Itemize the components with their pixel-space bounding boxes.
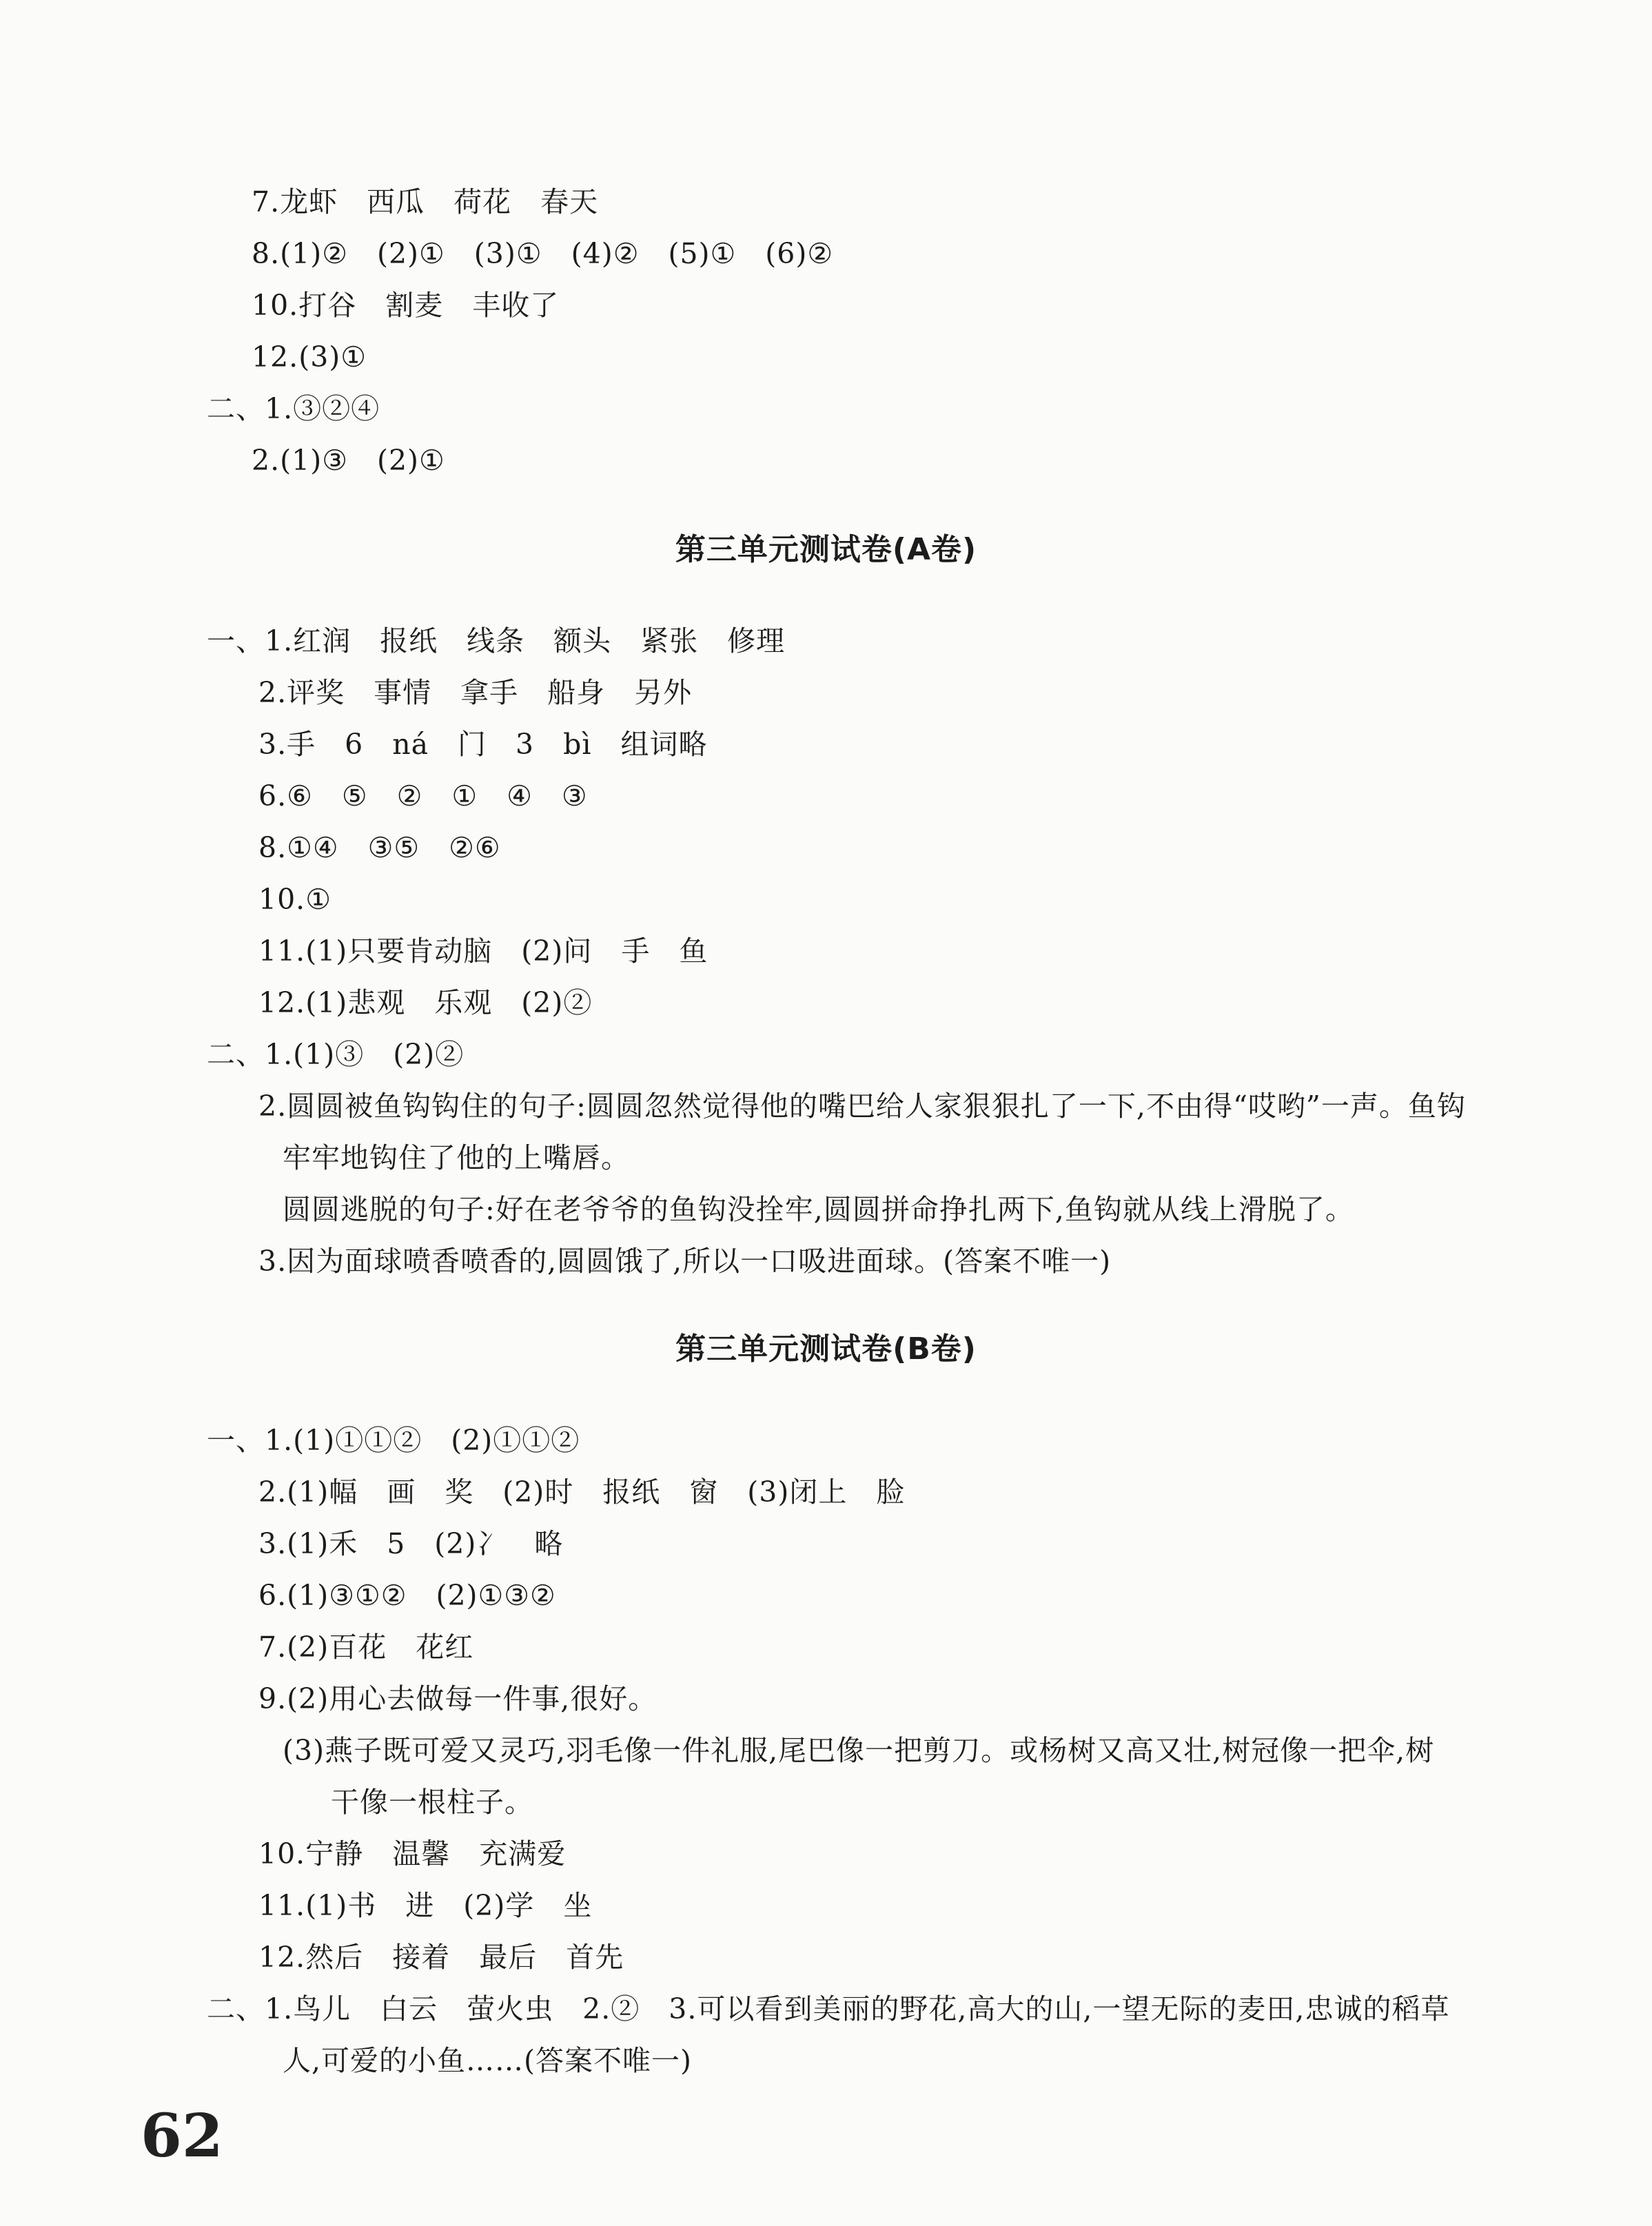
answer-line: 一、1.(1)①①② (2)①①② <box>207 1424 580 1457</box>
answer-line: 一、1.红润 报纸 线条 额头 紧张 修理 <box>207 624 786 657</box>
answer-line: 10.① <box>258 883 332 916</box>
answer-line: 9.(2)用心去做每一件事,很好。 <box>258 1682 657 1715</box>
answer-line: 6.(1)③①② (2)①③② <box>258 1579 556 1612</box>
section-b-title: 第三单元测试卷(B卷) <box>675 1331 977 1367</box>
answer-line: 二、1.③②④ <box>207 392 380 425</box>
answer-line: 11.(1)书 进 (2)学 坐 <box>258 1889 593 1922</box>
answer-line: 8.(1)② (2)① (3)① (4)② (5)① (6)② <box>252 237 834 270</box>
page-number: 62 <box>141 2101 223 2171</box>
answer-line: 3.手 6 ná 门 3 bì 组词略 <box>258 728 708 761</box>
answer-line: 3.因为面球喷香喷香的,圆圆饿了,所以一口吸进面球。(答案不唯一) <box>258 1245 1112 1278</box>
answer-line: 2.(1)幅 画 奖 (2)时 报纸 窗 (3)闭上 脸 <box>258 1476 906 1509</box>
answer-line: 12.然后 接着 最后 首先 <box>258 1941 624 1974</box>
answer-line: 干像一根柱子。 <box>331 1786 533 1819</box>
answer-line: 人,可爱的小鱼……(答案不唯一) <box>283 2044 693 2077</box>
answer-line: (3)燕子既可爱又灵巧,羽毛像一件礼服,尾巴像一把剪刀。或杨树又高又壮,树冠像一把伞,树 <box>283 1734 1435 1767</box>
answer-line: 12.(3)① <box>252 340 367 374</box>
answer-line: 6.⑥ ⑤ ② ① ④ ③ <box>258 779 588 813</box>
answer-line: 12.(1)悲观 乐观 (2)② <box>258 986 593 1019</box>
answer-line: 牢牢地钩住了他的上嘴唇。 <box>283 1141 630 1174</box>
answer-line: 11.(1)只要肯动脑 (2)问 手 鱼 <box>258 935 708 968</box>
section-a-title: 第三单元测试卷(A卷) <box>675 532 977 567</box>
answer-line: 圆圆逃脱的句子:好在老爷爷的鱼钩没拴牢,圆圆拼命挣扎两下,鱼钩就从线上滑脱了。 <box>283 1193 1354 1226</box>
answer-line: 2.评奖 事情 拿手 船身 另外 <box>258 676 693 709</box>
answer-line: 2.圆圆被鱼钩钩住的句子:圆圆忽然觉得他的嘴巴给人家狠狠扎了一下,不由得“哎哟”一声。鱼钩 <box>258 1090 1466 1123</box>
answer-line: 10.宁静 温馨 充满爱 <box>258 1837 567 1870</box>
answer-line: 7.龙虾 西瓜 荷花 春天 <box>252 185 599 218</box>
answer-line: 2.(1)③ (2)① <box>252 444 445 477</box>
answer-line: 3.(1)禾 5 (2)冫 略 <box>258 1527 564 1560</box>
answer-line: 二、1.鸟儿 白云 萤火虫 2.② 3.可以看到美丽的野花,高大的山,一望无际的麦田,忠诚的稻草 <box>207 1992 1450 2025</box>
answer-line: 8.①④ ③⑤ ②⑥ <box>258 831 501 864</box>
answer-line: 7.(2)百花 花红 <box>258 1631 474 1664</box>
answer-line: 10.打谷 割麦 丰收了 <box>252 289 560 322</box>
answer-line: 二、1.(1)③ (2)② <box>207 1038 465 1071</box>
